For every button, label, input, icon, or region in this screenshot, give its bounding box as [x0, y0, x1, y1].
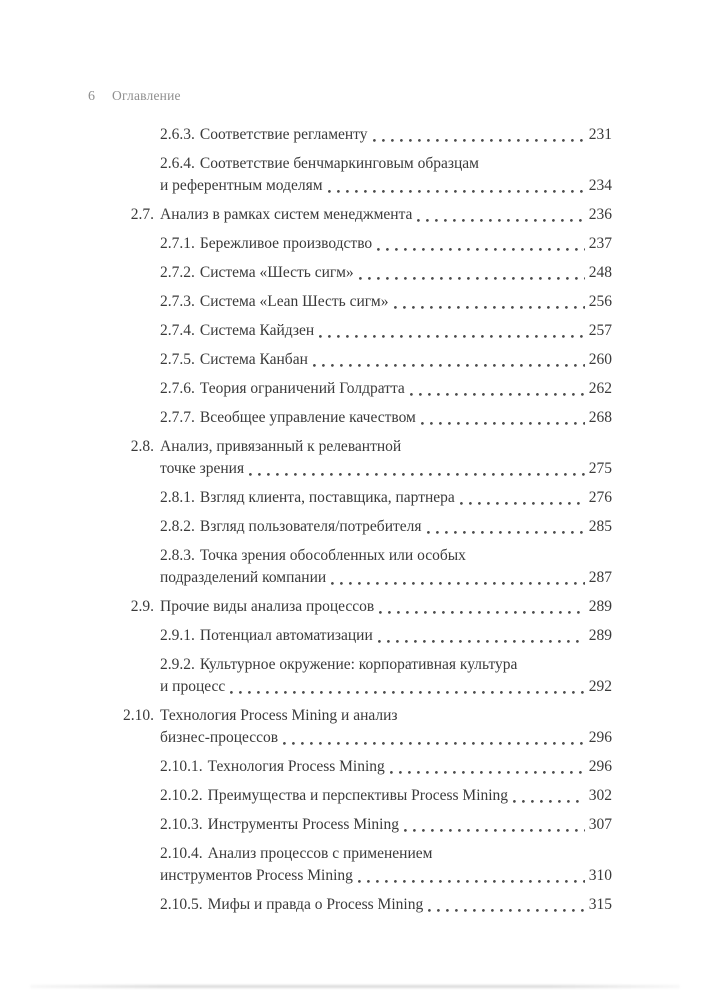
dot-leader	[410, 393, 585, 396]
toc-entry-title: Технология Process Mining и анализ	[160, 707, 398, 724]
dot-leader	[404, 829, 585, 832]
toc-entry-title: Взгляд клиента, поставщика, партнера	[199, 489, 455, 506]
dot-leader	[358, 880, 585, 883]
dot-leader	[390, 771, 585, 774]
toc-entry-title: Точка зрения обособленных или особых	[199, 547, 466, 564]
toc-entry-title: Потенциал автоматизации	[199, 627, 373, 644]
toc-entry-page: 268	[588, 409, 612, 426]
toc-entry-page: 296	[588, 729, 612, 746]
toc-entry-page: 287	[588, 569, 612, 586]
toc-entry-line	[160, 516, 612, 538]
toc-entry-number: 2.10.	[123, 707, 154, 724]
toc-entry-title: Прочие виды анализа процессов	[160, 598, 375, 615]
toc-entry-line	[160, 545, 612, 567]
toc-entry-number: 2.7.1.	[160, 235, 195, 252]
dot-leader	[378, 640, 585, 643]
toc-entry-number: 2.6.3.	[160, 126, 195, 143]
toc-entry-page: 310	[588, 867, 612, 884]
toc-entry-page: 289	[588, 627, 612, 644]
toc-entry-title-line2: и референтным моделям	[160, 177, 323, 194]
toc-entry-number: 2.10.2.	[160, 787, 203, 804]
toc-entry-page: 256	[588, 293, 612, 310]
toc-entry-page: 276	[588, 489, 612, 506]
toc-entry-page: 262	[588, 380, 612, 397]
toc-entry	[160, 894, 612, 916]
toc-entry-line	[160, 124, 612, 146]
toc-entry-title: Культурное окружение: корпоративная культура	[199, 656, 518, 673]
toc-entry-page: 296	[588, 758, 612, 775]
toc-entry	[160, 153, 612, 197]
toc-entry-line	[160, 407, 612, 429]
page-edge-shadow	[30, 985, 680, 988]
toc-entry	[160, 291, 612, 313]
toc-entry-title: Теория ограничений Голдратта	[199, 380, 405, 397]
toc-entry-title: Система Канбан	[199, 351, 308, 368]
toc-entry-title: Система «Шесть сигм»	[199, 264, 354, 281]
toc-entry-number: 2.7.3.	[160, 293, 195, 310]
dot-leader	[359, 277, 585, 280]
toc-entry-number: 2.7.6.	[160, 380, 195, 397]
toc-entry-number: 2.7.7.	[160, 409, 195, 426]
toc-entry-number: 2.9.2.	[160, 656, 195, 673]
toc-entry-line	[160, 654, 612, 676]
toc-entry	[160, 407, 612, 429]
toc-entry-line	[130, 436, 612, 458]
toc-entry-line	[160, 458, 612, 480]
toc-entry-number: 2.9.	[130, 598, 154, 615]
dot-leader	[377, 248, 585, 251]
dot-leader	[427, 531, 585, 534]
toc-entry-line	[160, 291, 612, 313]
toc-entry-line	[160, 676, 612, 698]
toc-entry-number: 2.10.3.	[160, 816, 203, 833]
toc-entry-number: 2.10.1.	[160, 758, 203, 775]
toc-entry-title-line2: подразделений компании	[160, 569, 327, 586]
dot-leader	[331, 582, 585, 585]
toc-entry-title: Система Кайдзен	[199, 322, 315, 339]
toc-entry-title: Анализ процессов с применением	[207, 845, 433, 862]
toc-entry-title: Анализ, привязанный к релевантной	[160, 438, 402, 455]
toc-entry-number: 2.7.5.	[160, 351, 195, 368]
toc-entry-number: 2.7.2.	[160, 264, 195, 281]
toc-entry-title: Преимущества и перспективы Process Mining	[207, 787, 509, 804]
toc-entry-number: 2.8.3.	[160, 547, 195, 564]
toc-entry-title-line2: инструментов Process Mining	[160, 867, 353, 884]
toc-entry-line	[160, 785, 612, 807]
toc-entry-page: 260	[588, 351, 612, 368]
toc-entry-number: 2.10.5.	[160, 896, 203, 913]
toc-entry	[123, 705, 612, 749]
toc-entry-line	[160, 233, 612, 255]
dot-leader	[283, 742, 585, 745]
toc-entry	[130, 596, 612, 618]
dot-leader	[249, 473, 585, 476]
dot-leader	[421, 422, 585, 425]
toc-entry-line	[160, 567, 612, 589]
toc-entry	[160, 814, 612, 836]
toc-entry	[160, 349, 612, 371]
toc-entry-number: 2.7.4.	[160, 322, 195, 339]
toc-entry	[160, 378, 612, 400]
toc-entry-title-line2: бизнес-процессов	[160, 729, 279, 746]
dot-leader	[417, 219, 584, 222]
toc-entry-title: Бережливое производство	[199, 235, 373, 252]
toc-entry-title: Мифы и правда о Process Mining	[207, 896, 424, 913]
toc-entry-title-line2: и процесс	[160, 678, 226, 695]
toc-entry-line	[160, 865, 612, 887]
toc-entry-page: 315	[588, 896, 612, 913]
dot-leader	[230, 691, 584, 694]
toc-entry	[160, 625, 612, 647]
toc-entry	[160, 545, 612, 589]
toc-entry-title: Анализ в рамках систем менеджмента	[160, 206, 413, 223]
toc-entry-number: 2.9.1.	[160, 627, 195, 644]
dot-leader	[379, 611, 585, 614]
toc-entry-line	[160, 727, 612, 749]
toc-entry-page: 307	[588, 816, 612, 833]
toc-entry	[160, 516, 612, 538]
toc-entry-line	[123, 705, 612, 727]
toc-entry-number: 2.6.4.	[160, 155, 195, 172]
toc-list	[123, 124, 612, 923]
toc-entry-line	[160, 625, 612, 647]
toc-entry-title: Всеобщее управление качеством	[199, 409, 416, 426]
toc-entry	[130, 204, 612, 226]
toc-entry-title: Соответствие бенчмаркинговым образцам	[199, 155, 479, 172]
page-number: 6	[88, 89, 95, 104]
toc-entry-line	[160, 349, 612, 371]
toc-entry	[160, 785, 612, 807]
toc-entry	[160, 124, 612, 146]
toc-entry-title: Взгляд пользователя/потребителя	[199, 518, 422, 535]
toc-entry	[130, 436, 612, 480]
toc-entry-title: Технология Process Mining	[207, 758, 385, 775]
dot-leader	[460, 502, 585, 505]
toc-entry-page: 237	[588, 235, 612, 252]
toc-entry-page: 231	[588, 126, 612, 143]
toc-entry	[160, 487, 612, 509]
dot-leader	[373, 139, 585, 142]
toc-entry-page: 257	[588, 322, 612, 339]
toc-entry-line	[160, 814, 612, 836]
toc-entry-line	[160, 378, 612, 400]
toc-entry	[160, 654, 612, 698]
toc-entry-page: 292	[588, 678, 612, 695]
toc-entry-title: Инструменты Process Mining	[207, 816, 399, 833]
page-header: Оглавление	[112, 88, 181, 103]
dot-leader	[428, 909, 585, 912]
toc-entry-page: 302	[588, 787, 612, 804]
toc-entry-line	[160, 175, 612, 197]
toc-entry-page: 275	[588, 460, 612, 477]
toc-entry-number: 2.7.	[130, 206, 154, 223]
toc-entry	[160, 756, 612, 778]
toc-entry-page: 285	[588, 518, 612, 535]
toc-entry	[160, 233, 612, 255]
toc-entry-line	[160, 320, 612, 342]
toc-entry-line	[130, 204, 612, 226]
toc-entry-title-line2: точке зрения	[160, 460, 245, 477]
toc-entry-page: 289	[588, 598, 612, 615]
toc-entry-number: 2.8.1.	[160, 489, 195, 506]
running-head	[88, 88, 181, 105]
toc-entry-number: 2.8.	[130, 438, 154, 455]
dot-leader	[313, 364, 585, 367]
toc-entry	[160, 320, 612, 342]
dot-leader	[328, 190, 585, 193]
toc-entry	[160, 262, 612, 284]
toc-entry-line	[160, 153, 612, 175]
toc-entry-title: Система «Lean Шесть сигм»	[199, 293, 389, 310]
toc-entry	[160, 843, 612, 887]
toc-entry-page: 234	[588, 177, 612, 194]
toc-entry-number: 2.10.4.	[160, 845, 203, 862]
toc-entry-line	[160, 756, 612, 778]
dot-leader	[513, 800, 585, 803]
toc-entry-line	[160, 843, 612, 865]
toc-entry-line	[160, 262, 612, 284]
toc-entry-number: 2.8.2.	[160, 518, 195, 535]
dot-leader	[319, 335, 585, 338]
toc-entry-page: 236	[588, 206, 612, 223]
toc-entry-line	[130, 596, 612, 618]
toc-entry-line	[160, 487, 612, 509]
toc-entry-line	[160, 894, 612, 916]
dot-leader	[394, 306, 585, 309]
toc-entry-page: 248	[588, 264, 612, 281]
toc-entry-title: Соответствие регламенту	[199, 126, 368, 143]
